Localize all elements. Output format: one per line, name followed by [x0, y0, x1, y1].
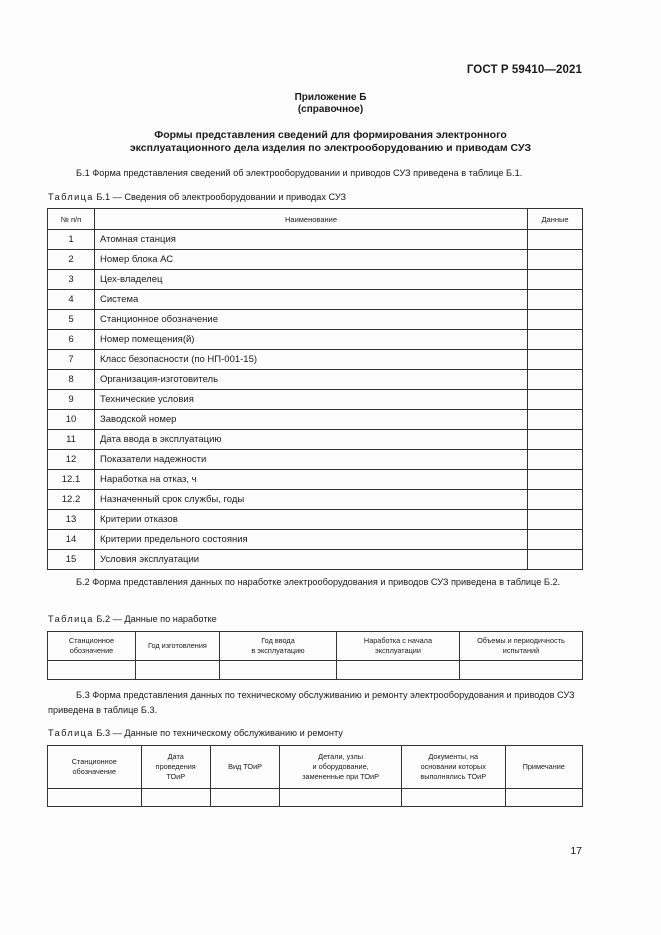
table1-cell-name: Критерии отказов	[95, 510, 528, 530]
table2-empty-cell	[459, 661, 582, 680]
table2-caption-text: Б.2 — Данные по наработке	[93, 614, 217, 624]
table1-cell-name: Критерии предельного состояния	[95, 530, 528, 550]
table1-cell-name: Показатели надежности	[95, 450, 528, 470]
table1-row	[48, 330, 583, 350]
table1-cell-data	[528, 230, 583, 250]
table1-cell-name: Условия эксплуатации	[95, 550, 528, 570]
table1-cell-number: 9	[48, 390, 95, 410]
table1-caption-word: Таблица	[48, 192, 94, 202]
table2-empty-row	[48, 661, 583, 680]
table2-header-row	[48, 632, 583, 661]
table3-header-cell: Документы, на основании которых выполнялись ТОиР	[401, 746, 505, 789]
table3-empty-cell	[280, 789, 402, 807]
section-b2-text: Б.2 Форма представления данных по наработке электрооборудования и приводов СУЗ приведена в таблице Б.2.	[76, 577, 561, 587]
table1-cell-data	[528, 450, 583, 470]
table1-row	[48, 430, 583, 450]
table1-row	[48, 550, 583, 570]
appendix-label: Приложение Б	[294, 92, 367, 103]
table2-empty-cell	[337, 661, 460, 680]
table1-row	[48, 290, 583, 310]
table3-caption-word: Таблица	[48, 728, 94, 738]
table1-row	[48, 310, 583, 330]
table3-header-cell: Дата проведения ТОиР	[141, 746, 210, 789]
table1-col-data: Данные	[528, 209, 583, 230]
table2-header-cell: Станционное обозначение	[48, 632, 136, 661]
table1-header-row	[48, 209, 583, 230]
table1-row	[48, 510, 583, 530]
table1-cell-number: 5	[48, 310, 95, 330]
table1-cell-number: 10	[48, 410, 95, 430]
table2-header-cell: Наработка с начала эксплуатации	[337, 632, 460, 661]
table1-row	[48, 230, 583, 250]
table1-cell-number: 3	[48, 270, 95, 290]
table1-cell-name: Система	[95, 290, 528, 310]
table2-caption-word: Таблица	[48, 614, 94, 624]
table1-cell-number: 2	[48, 250, 95, 270]
table1-cell-data	[528, 250, 583, 270]
table2-empty-cell	[219, 661, 336, 680]
table1-cell-data	[528, 370, 583, 390]
table2-header-cell: Год ввода в эксплуатацию	[219, 632, 336, 661]
table-b3	[47, 745, 583, 807]
table1-cell-number: 11	[48, 430, 95, 450]
table1-cell-name: Дата ввода в эксплуатацию	[95, 430, 528, 450]
table1-body	[48, 230, 583, 570]
table1-cell-number: 1	[48, 230, 95, 250]
table2-header-cell: Год изготовления	[135, 632, 219, 661]
table1-cell-data	[528, 390, 583, 410]
table3-empty-cell	[505, 789, 582, 807]
table3-caption-text: Б.3 — Данные по техническому обслуживанию и ремонту	[93, 728, 343, 738]
table1-cell-data	[528, 330, 583, 350]
table1-cell-name: Технические условия	[95, 390, 528, 410]
appendix-title-line1: Формы представления сведений для формирования электронного	[154, 129, 507, 141]
table1-row	[48, 390, 583, 410]
standard-header: ГОСТ Р 59410—2021	[466, 64, 582, 76]
table1-cell-data	[528, 550, 583, 570]
table1-caption	[48, 192, 346, 202]
table1-cell-name: Номер помещения(й)	[95, 330, 528, 350]
table1-cell-name: Цех-владелец	[95, 270, 528, 290]
table1-row	[48, 350, 583, 370]
table1-cell-data	[528, 470, 583, 490]
appendix-title-line2: эксплуатационного дела изделия по электрооборудованию и приводам СУЗ	[129, 142, 532, 154]
table1-cell-data	[528, 350, 583, 370]
section-b3-text: Б.3 Форма представления данных по техническому обслуживанию и ремонту электрооборудования и приводов СУЗ приведена в таблице Б.3.	[48, 690, 575, 715]
table2-empty-cell	[48, 661, 136, 680]
table1-cell-data	[528, 490, 583, 510]
appendix-type: (справочное)	[297, 104, 364, 115]
table1-cell-number: 7	[48, 350, 95, 370]
table1-cell-number: 13	[48, 510, 95, 530]
table1-cell-name: Класс безопасности (по НП-001-15)	[95, 350, 528, 370]
table1-cell-number: 12	[48, 450, 95, 470]
table3-header-cell: Примечание	[505, 746, 582, 789]
table1-cell-number: 8	[48, 370, 95, 390]
table1-cell-name: Номер блока АС	[95, 250, 528, 270]
table1-row	[48, 250, 583, 270]
table3-empty-cell	[210, 789, 279, 807]
table1-cell-name: Назначенный срок службы, годы	[95, 490, 528, 510]
table1-row	[48, 450, 583, 470]
table1-cell-name: Атомная станция	[95, 230, 528, 250]
page-number: 17	[570, 845, 582, 857]
table1-cell-number: 12.1	[48, 470, 95, 490]
table3-empty-cell	[141, 789, 210, 807]
section-b1-text: Б.1 Форма представления сведений об электрооборудовании и приводов СУЗ приведена в таблице Б.1.	[76, 168, 523, 178]
table1-cell-data	[528, 410, 583, 430]
table3-header-row	[48, 746, 583, 789]
table-b2	[47, 631, 583, 680]
table1-col-number: № п/п	[48, 209, 95, 230]
table1-cell-data	[528, 290, 583, 310]
table1-cell-data	[528, 270, 583, 290]
table1-col-name: Наименование	[95, 209, 528, 230]
table1-cell-number: 4	[48, 290, 95, 310]
table1-row	[48, 270, 583, 290]
table3-empty-row	[48, 789, 583, 807]
table1-row	[48, 410, 583, 430]
table1-cell-name: Наработка на отказ, ч	[95, 470, 528, 490]
table1-cell-data	[528, 430, 583, 450]
table1-caption-text: Б.1 — Сведения об электрооборудовании и приводах СУЗ	[93, 192, 347, 202]
table2-caption	[48, 614, 217, 624]
table2-empty-cell	[135, 661, 219, 680]
table1-cell-number: 14	[48, 530, 95, 550]
table1-row	[48, 370, 583, 390]
table1-cell-name: Организация-изготовитель	[95, 370, 528, 390]
table3-header-cell: Станционное обозначение	[48, 746, 142, 789]
table1-row	[48, 470, 583, 490]
table1-row	[48, 530, 583, 550]
table1-cell-number: 12.2	[48, 490, 95, 510]
table2-header-cell: Объемы и периодичность испытаний	[459, 632, 582, 661]
table1-cell-number: 15	[48, 550, 95, 570]
table3-header-cell: Вид ТОиР	[210, 746, 279, 789]
table3-empty-cell	[48, 789, 142, 807]
table3-empty-cell	[401, 789, 505, 807]
table1-cell-number: 6	[48, 330, 95, 350]
table1-cell-name: Станционное обозначение	[95, 310, 528, 330]
table1-cell-data	[528, 530, 583, 550]
table3-caption	[48, 728, 343, 738]
table1-cell-name: Заводской номер	[95, 410, 528, 430]
table1-cell-data	[528, 510, 583, 530]
table-b1	[47, 208, 583, 570]
table1-cell-data	[528, 310, 583, 330]
table1-row	[48, 490, 583, 510]
table3-header-cell: Детали, узлы и оборудование, замененные при ТОиР	[280, 746, 402, 789]
